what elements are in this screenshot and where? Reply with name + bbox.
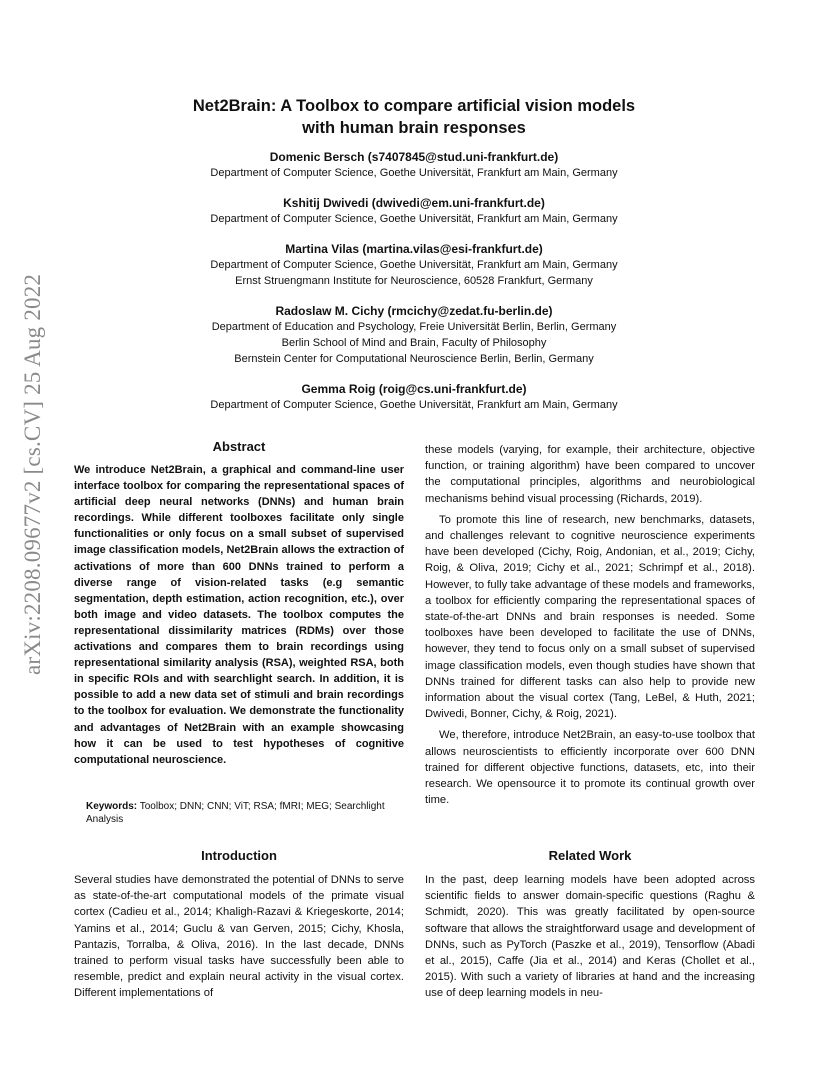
arxiv-stamp: arXiv:2208.09677v2 [cs.CV] 25 Aug 2022 bbox=[20, 273, 45, 675]
author-affiliation: Ernst Struengmann Institute for Neuroscience, 60528 Frankfurt, Germany bbox=[235, 275, 593, 287]
paragraph: these models (varying, for example, their architecture, objective function, or training algorithm) have been compared to uncover the computational principles, algorithms and neurobiological mechanisms behind visual processing (Richards, 2019). bbox=[425, 444, 755, 505]
paragraph: We, therefore, introduce Net2Brain, an easy-to-use toolbox that allows neuroscientists to efficiently incorporate over 600 DNN trained for different objective functions, datasets, etc, into their research. We opensource it to promote its continual growth over time. bbox=[425, 729, 755, 807]
author-name: Gemma Roig (roig@cs.uni-frankfurt.de) bbox=[301, 382, 527, 396]
author-affiliation: Department of Education and Psychology, Freie Universität Berlin, Berlin, Germany bbox=[211, 321, 617, 333]
related-work-text: In the past, deep learning models have been adopted across scientific fields to answer domain-specific questions (Raghu & Schmidt, 2020). This was greatly facilitated by open-source software that allows the straightforward usage and development of DNNs, such as PyTorch (Paszke et al., 2019), Tensorflow (Abadi et al., 2015), Caffe (Jia et al., 2014) and Keras (Chollet et al., 2015). With such a variety of libraries at hand and the increasing use of deep learning models in neu- bbox=[425, 874, 755, 1000]
author-affiliation: Department of Computer Science, Goethe Universität, Frankfurt am Main, Germany bbox=[210, 259, 618, 271]
abstract-heading: Abstract bbox=[212, 439, 266, 454]
author-name: Domenic Bersch (s7407845@stud.uni-frankfurt.de) bbox=[269, 150, 559, 164]
introduction-section bbox=[74, 847, 404, 1002]
author-3 bbox=[90, 241, 738, 289]
title-line-2: with human brain responses bbox=[302, 119, 526, 137]
author-2 bbox=[90, 195, 738, 227]
author-affiliation: Department of Computer Science, Goethe Universität, Frankfurt am Main, Germany bbox=[210, 399, 618, 411]
author-name: Martina Vilas (martina.vilas@esi-frankfurt.de) bbox=[285, 242, 543, 256]
paragraph: To promote this line of research, new benchmarks, datasets, and challenges relevant to cognitive neuroscience experiments have been developed (Cichy, Roig, Andonian, et al., 2019; Cichy, Roig, & Oliva, 2019; Cichy et al., 2021; Schrimpf et al., 2018). However, to fully take advantage of these models and frameworks, a toolbox for efficiently comparing the representational spaces of state-of-the-art DNNs and brain responses is needed. Some toolboxes have been developed to facilitate the use of DNNs, however, they tend to focus only on a small subset of supervised image classification models, even though studies have shown that DNNs trained for different tasks can also help to provide new information about the visual cortex (Tang, LeBel, & Huth, 2021; Dwivedi, Bonner, Cichy, & Roig, 2021). bbox=[425, 513, 755, 721]
author-name: Kshitij Dwivedi (dwivedi@em.uni-frankfurt.de) bbox=[283, 196, 545, 210]
keywords-label: Keywords: bbox=[86, 801, 138, 812]
author-4 bbox=[90, 303, 738, 367]
abstract-text: We introduce Net2Brain, a graphical and command-line user interface toolbox for comparing the representational spaces of artificial deep neural networks (DNNs) and human brain recordings. While different toolboxes facilitate only single functionalities or only focus on a small subset of supervised image classification models, Net2Brain allows the extraction of activations of more than 600 DNNs trained to perform a diverse range of vision-related tasks (e.g semantic segmentation, depth estimation, action recognition, etc.), over both image and video datasets. The toolbox computes the representational dissimilarity matrices (RDMs) over those activations and compares them to brain recordings using representational similarity analysis (RSA), weighted RSA, both in specific ROIs and with searchlight search. In addition, it is possible to add a new data set of stimuli and brain recordings to the toolbox for evaluation. We demonstrate the functionality and advantages of Net2Brain with an example showcasing how it can be used to test hypotheses of cognitive computational neuroscience. bbox=[74, 464, 404, 766]
paper-title bbox=[100, 95, 728, 139]
keywords-text: Toolbox; DNN; CNN; ViT; RSA; fMRI; MEG; Searchlight Analysis bbox=[86, 801, 385, 825]
author-5 bbox=[90, 381, 738, 413]
right-column-continued bbox=[425, 442, 755, 808]
author-affiliation: Department of Computer Science, Goethe Universität, Frankfurt am Main, Germany bbox=[210, 167, 618, 179]
related-work-section bbox=[425, 847, 755, 1002]
abstract-section bbox=[74, 438, 404, 768]
introduction-text: Several studies have demonstrated the potential of DNNs to serve as state-of-the-art computational models of the primate visual cortex (Cadieu et al., 2014; Khaligh-Razavi & Kriegeskorte, 2014; Yamins et al., 2014; Guclu & van Gerven, 2015; Cichy, Khosla, Pantazis, Torralba, & Oliva, 2016). In the last decade, DNNs trained to perform visual tasks have successfully been able to resemble, predict and explain neural activity in the visual cortex. Different implementations of bbox=[74, 874, 404, 1000]
author-affiliation: Department of Computer Science, Goethe Universität, Frankfurt am Main, Germany bbox=[210, 213, 618, 225]
introduction-heading: Introduction bbox=[201, 848, 277, 863]
related-work-heading: Related Work bbox=[548, 848, 632, 863]
keywords bbox=[86, 800, 396, 826]
author-name: Radoslaw M. Cichy (rmcichy@zedat.fu-berlin.de) bbox=[275, 304, 553, 318]
author-1 bbox=[90, 149, 738, 181]
title-line-1: Net2Brain: A Toolbox to compare artificial vision models bbox=[192, 97, 636, 115]
author-affiliation: Bernstein Center for Computational Neuroscience Berlin, Berlin, Germany bbox=[234, 353, 594, 365]
author-affiliation: Berlin School of Mind and Brain, Faculty of Philosophy bbox=[281, 337, 547, 349]
